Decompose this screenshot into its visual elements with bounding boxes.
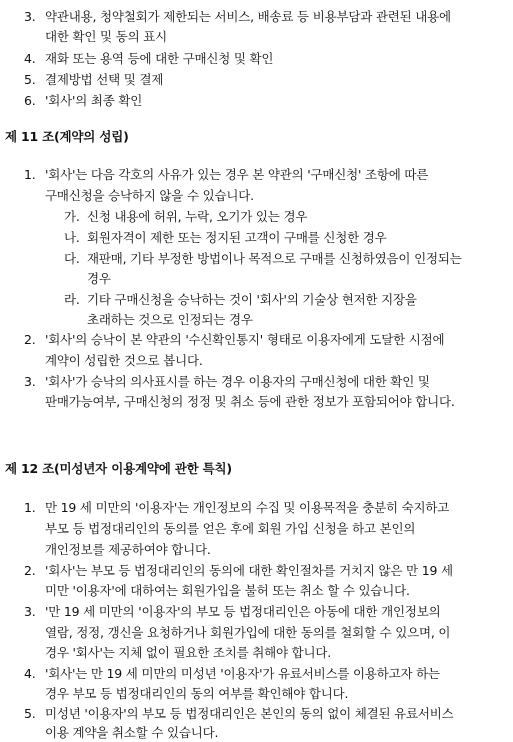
sublist-item-text: 초래하는 것으로 인정되는 경우	[87, 312, 253, 327]
list-item-text: '회사'가 승낙의 의사표시를 하는 경우 이용자의 구매신청에 대한 확인 및	[45, 374, 430, 389]
list-number: 3.	[24, 374, 36, 389]
article-12-heading: 제 12 조(미성년자 이용계약에 관한 특칙)	[5, 461, 232, 476]
list-item-text: 경우 '회사'는 지체 없이 필요한 조치를 취해야 합니다.	[45, 645, 332, 660]
list-item-text: 부모 등 법정대리인의 동의를 얻은 후에 회원 가입 신청을 하고 본인의	[45, 521, 416, 536]
sublist-item-text: 기타 구매신청을 승낙하는 것이 '회사'의 기술상 현저한 지장을	[87, 292, 417, 307]
list-item-text: 미만 '이용자'에 대하여는 회원가입을 불허 또는 취소 할 수 있습니다.	[45, 583, 410, 598]
list-number: 2.	[24, 563, 36, 578]
list-number: 3.	[24, 9, 36, 24]
list-item-text: 결제방법 선택 및 결제	[45, 72, 164, 87]
list-item-text: 구매신청을 승낙하지 않을 수 있습니다.	[45, 188, 254, 203]
list-item-text: 대한 확인 및 동의 표시	[45, 29, 167, 44]
list-number: 5.	[24, 706, 36, 721]
sublist-marker: 라.	[64, 292, 80, 307]
list-item-text: 이용 계약을 취소할 수 있습니다.	[45, 725, 219, 740]
list-item-text: '회사'의 승낙이 본 약관의 '수신확인통지' 형태로 이용자에게 도달한 시점에	[45, 332, 445, 347]
sublist-item-text: 회원자격이 제한 또는 정지된 고객이 구매를 신청한 경우	[87, 230, 387, 245]
list-number: 1.	[24, 167, 36, 182]
list-item-text: 만 19 세 미만의 '이용자'는 개인정보의 수집 및 이용목적을 충분히 숙지하고	[45, 500, 450, 515]
list-number: 2.	[24, 332, 36, 347]
list-item-text: '만 19 세 미만의 '이용자'의 부모 등 법정대리인은 아동에 대한 개인정보의	[45, 604, 441, 619]
sublist-marker: 다.	[64, 251, 80, 266]
list-number: 5.	[24, 72, 36, 87]
list-item-text: 개인정보를 제공하여야 합니다.	[45, 542, 211, 557]
list-item-text: 열람, 정정, 갱신을 요청하거나 회원가입에 대한 동의를 철회할 수 있으며, 이	[45, 625, 451, 640]
sublist-item-text: 재판매, 기타 부정한 방법이나 목적으로 구매를 신청하였음이 인정되는	[87, 251, 462, 266]
list-number: 4.	[24, 51, 36, 66]
list-item-text: 경우 부모 등 법정대리인의 동의 여부를 확인해야 합니다.	[45, 686, 349, 701]
sublist-item-text: 신청 내용에 허위, 누락, 오기가 있는 경우	[87, 209, 308, 224]
article-11-heading: 제 11 조(계약의 성립)	[5, 129, 129, 144]
list-number: 6.	[24, 93, 36, 108]
list-item-text: '회사'는 부모 등 법정대리인의 동의에 대한 확인절차를 거치지 않은 만 19 세	[45, 563, 453, 578]
sublist-marker: 나.	[64, 230, 80, 245]
sublist-item-text: 경우	[87, 271, 111, 286]
list-item-text: '회사'는 만 19 세 미만의 미성년 '이용자'가 유료서비스를 이용하고자 하는	[45, 666, 440, 681]
list-number: 3.	[24, 604, 36, 619]
list-number: 1.	[24, 500, 36, 515]
list-item-text: 약관내용, 청약철회가 제한되는 서비스, 배송료 등 비용부담과 관련된 내용에	[45, 9, 451, 24]
list-item-text: 판매가능여부, 구매신청의 정정 및 취소 등에 관한 정보가 포함되어야 합니다.	[45, 394, 455, 409]
list-number: 4.	[24, 666, 36, 681]
list-item-text: '회사'는 다음 각호의 사유가 있는 경우 본 약관의 '구매신청' 조항에 따른	[45, 167, 429, 182]
list-item-text: 미성년 '이용자'의 부모 등 법정대리인은 본인의 동의 없이 체결된 유료서비스	[45, 706, 454, 721]
list-item-text: 재화 또는 용역 등에 대한 구매신청 및 확인	[45, 51, 274, 66]
sublist-marker: 가.	[64, 209, 80, 224]
list-item-text: '회사'의 최종 확인	[45, 93, 143, 108]
list-item-text: 계약이 성립한 것으로 봅니다.	[45, 353, 203, 368]
